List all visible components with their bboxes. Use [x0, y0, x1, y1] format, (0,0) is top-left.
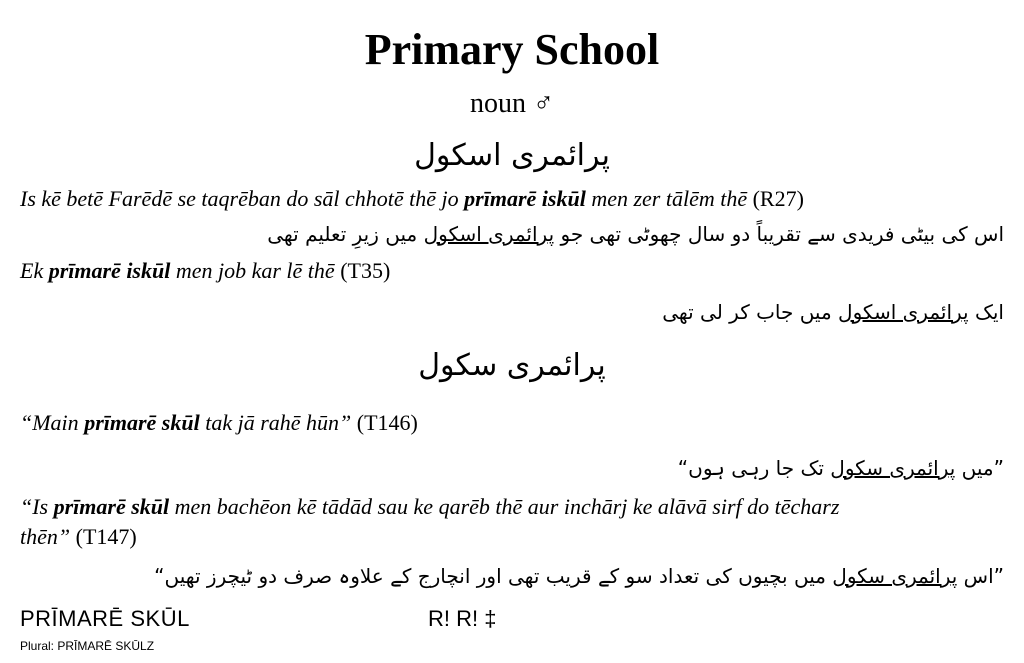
- page-title: Primary School: [364, 25, 660, 74]
- source-ref: (R27): [747, 186, 804, 211]
- entry-word: PRĪMARĒ SKŪL: [20, 606, 190, 631]
- part-of-speech: [0, 88, 1024, 120]
- source-ref: (T35): [334, 258, 391, 283]
- highlight-term: prīmarē skūl: [84, 410, 200, 435]
- example-4-urdu: ”اس پرائمری سکول میں بچیوں کی تعداد سو کے قریب تھی اور انچارج کے علاوہ صرف دو ٹیچرز تھیں“: [154, 564, 1004, 588]
- plural-form: Plural: PRĪMARĒ SKŪLZ: [20, 639, 155, 653]
- usage-symbols: R! R! ‡: [428, 606, 497, 631]
- source-ref: (T146): [351, 410, 418, 435]
- example-3-transliteration: “Main prīmarē skūl tak jā rahē hūn” (T146): [20, 410, 418, 435]
- highlight-term: prīmarē iskūl: [464, 186, 586, 211]
- pos-label: noun: [470, 88, 526, 119]
- example-4-transliteration-cont: thēn” (T147): [20, 524, 137, 549]
- example-2-transliteration: Ek prīmarē iskūl men job kar lē thē (T35): [20, 258, 391, 283]
- male-gender-icon: ♂: [533, 88, 554, 119]
- example-4-transliteration: “Is prīmarē skūl men bachēon kē tādād sau ke qarēb thē aur inchārj ke alāvā sirf do tēcharz: [20, 494, 840, 519]
- urdu-headword-2: پرائمری سکول: [418, 348, 606, 383]
- urdu-highlight-term: پرائمری سکول: [832, 564, 958, 588]
- highlight-term: prīmarē skūl: [53, 494, 170, 519]
- source-ref: (T147): [70, 524, 137, 549]
- highlight-term: prīmarē iskūl: [48, 258, 171, 283]
- example-3-urdu: ”میں پرائمری سکول تک جا رہی ہوں“: [677, 456, 1004, 480]
- urdu-highlight-term: پرائمری اسکول: [423, 222, 555, 246]
- urdu-highlight-term: پرائمری اسکول: [838, 300, 969, 324]
- example-2-urdu: ایک پرائمری اسکول میں جاب کر لی تھی: [662, 300, 1004, 324]
- example-1-urdu: اس کی بیٹی فریدی سے تقریباً دو سال چھوٹی تھی جو پرائمری اسکول میں زیرِ تعلیم تھی: [267, 222, 1004, 246]
- urdu-headword-1: پرائمری اسکول: [414, 138, 610, 173]
- example-1-transliteration: Is kē betē Farēdē se taqrēban do sāl chhotē thē jo prīmarē iskūl men zer tālēm thē (R27): [20, 186, 804, 211]
- urdu-highlight-term: پرائمری سکول: [830, 456, 956, 480]
